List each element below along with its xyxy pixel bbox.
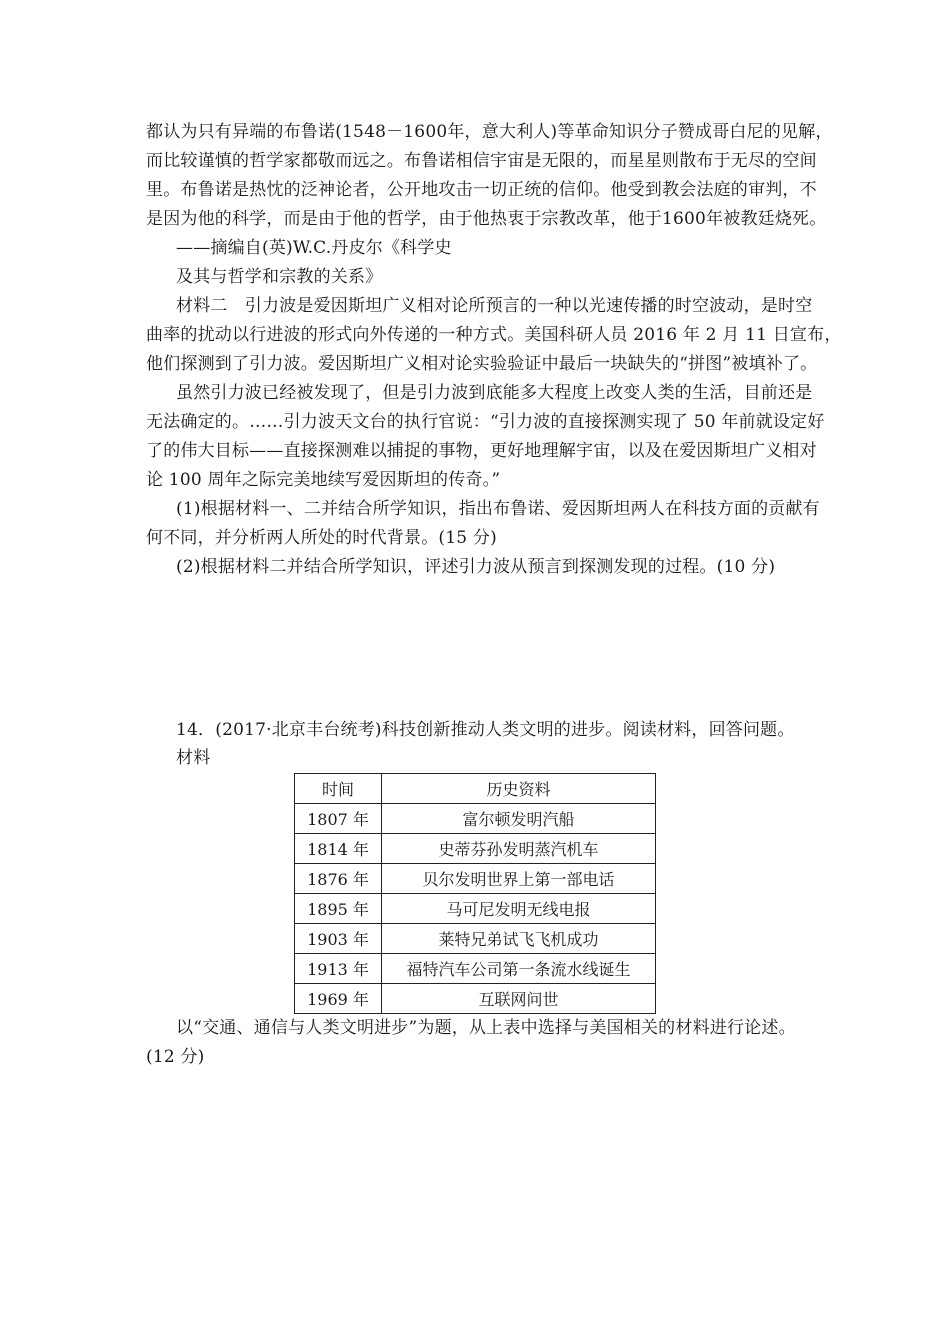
- table-row: [295, 864, 656, 894]
- question-14-heading: 14．(2017·北京丰台统考)科技创新推动人类文明的进步。阅读材料，回答问题。: [176, 720, 795, 740]
- question-2: (2)根据材料二并结合所学知识，评述引力波从预言到探测发现的过程。(10 分): [176, 557, 776, 577]
- table-cell-year: 1969 年: [295, 984, 382, 1014]
- material2-line: 了的伟大目标——直接探测难以捕捉的事物，更好地理解宇宙，以及在爱因斯坦广义相对: [146, 441, 817, 461]
- material2-line: 论 100 周年之际完美地续写爱因斯坦的传奇。”: [146, 470, 501, 490]
- column-header-time: 时间: [295, 774, 382, 804]
- table-row: [295, 804, 656, 834]
- table-cell-event: 贝尔发明世界上第一部电话: [382, 864, 656, 894]
- material1-line: 是因为他的科学，而是由于他的哲学，由于他热衷于宗教改革，他于1600年被教廷烧死。: [146, 209, 827, 229]
- table-cell-year: 1913 年: [295, 954, 382, 984]
- table-cell-event: 史蒂芬孙发明蒸汽机车: [382, 834, 656, 864]
- table-row: [295, 984, 656, 1014]
- material1-line: 都认为只有异端的布鲁诺(1548－1600年，意大利人)等革命知识分子赞成哥白尼的见解，: [146, 122, 833, 142]
- material1-line: 而比较谨慎的哲学家都敬而远之。布鲁诺相信宇宙是无限的，而星星则散布于无尽的空间: [146, 151, 817, 171]
- material-label: 材料: [176, 748, 211, 768]
- table-cell-event: 福特汽车公司第一条流水线诞生: [382, 954, 656, 984]
- material1-line: 里。布鲁诺是热忱的泛神论者，公开地攻击一切正统的信仰。他受到教会法庭的审判，不: [146, 180, 817, 200]
- table-row: [295, 954, 656, 984]
- question-14-prompt: 以“交通、通信与人类文明进步”为题，从上表中选择与美国相关的材料进行论述。: [176, 1018, 796, 1038]
- material2-line: 他们探测到了引力波。爱因斯坦广义相对论实验验证中最后一块缺失的“拼图”被填补了。: [146, 354, 818, 374]
- history-table: [294, 773, 656, 1014]
- table-header-row: [295, 774, 656, 804]
- table-cell-event: 莱特兄弟试飞飞机成功: [382, 924, 656, 954]
- table-cell-year: 1895 年: [295, 894, 382, 924]
- table-row: [295, 894, 656, 924]
- material2-line: 无法确定的。……引力波天文台的执行官说：“引力波的直接探测实现了 50 年前就设定好: [146, 412, 825, 432]
- material1-source: ——摘编自(英)W.C.丹皮尔《科学史: [176, 238, 452, 258]
- material2-line: 曲率的扰动以行进波的形式向外传递的一种方式。美国科研人员 2016 年 2 月 11 日宣布，: [146, 325, 842, 345]
- table-cell-event: 富尔顿发明汽船: [382, 804, 656, 834]
- table-row: [295, 924, 656, 954]
- material1-source: 及其与哲学和宗教的关系》: [176, 267, 383, 287]
- material2-line: 材料二 引力波是爱因斯坦广义相对论所预言的一种以光速传播的时空波动，是时空: [176, 296, 813, 316]
- table-cell-event: 互联网问世: [382, 984, 656, 1014]
- table-cell-year: 1807 年: [295, 804, 382, 834]
- table-cell-year: 1903 年: [295, 924, 382, 954]
- table-row: [295, 834, 656, 864]
- table-cell-year: 1876 年: [295, 864, 382, 894]
- question-1: 何不同，并分析两人所处的时代背景。(15 分): [146, 528, 497, 548]
- table-cell-event: 马可尼发明无线电报: [382, 894, 656, 924]
- table-cell-year: 1814 年: [295, 834, 382, 864]
- material2-line: 虽然引力波已经被发现了，但是引力波到底能多大程度上改变人类的生活，目前还是: [176, 383, 813, 403]
- question-1: (1)根据材料一、二并结合所学知识，指出布鲁诺、爱因斯坦两人在科技方面的贡献有: [176, 499, 820, 519]
- question-14-points: (12 分): [146, 1047, 205, 1067]
- column-header-material: 历史资料: [382, 774, 656, 804]
